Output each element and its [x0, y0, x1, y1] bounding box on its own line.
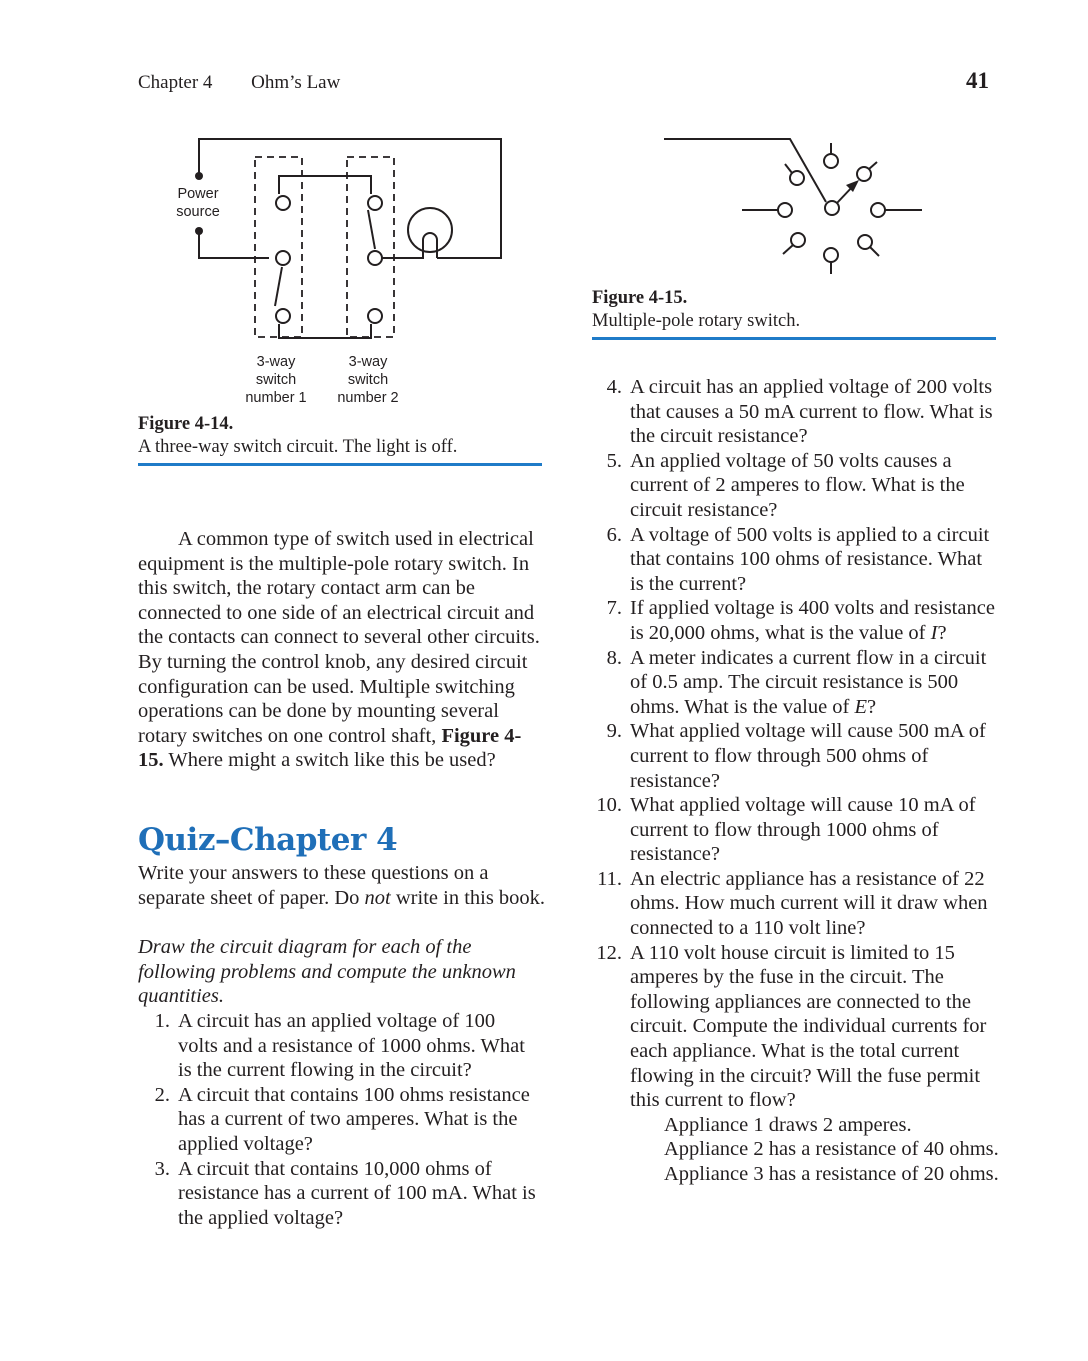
switch2-label-line3: number 2 [337, 390, 399, 406]
switch1-label-line1: 3-way [256, 354, 296, 370]
quiz-questions-left [138, 1009, 538, 1230]
quiz-intro-text: Write your answers to these questions on a separate sheet of paper. Do [138, 862, 489, 909]
wire-power-to-switch1 [199, 231, 269, 258]
question-text-end: ? [937, 621, 947, 644]
question-text: A meter indicates a current flow in a circuit of 0.5 amp. The circuit resistance is 500 ohms. What is the value of [630, 646, 987, 718]
question-text: A circuit has an applied voltage of 200 volts that causes a 50 mA current to flow. What is the circuit resistance? [630, 376, 993, 448]
question-text-end: ? [867, 695, 877, 718]
switch2-arm [368, 210, 375, 249]
question-text: What applied voltage will cause 500 mA of current to flow through 500 ohms of resistance? [630, 720, 986, 792]
quiz-intro-emphasis: not [364, 886, 391, 909]
question-number: 1. [154, 1010, 170, 1032]
question-text: A circuit that contains 10,000 ohms of resistance has a current of 100 mA. What is the applied voltage? [178, 1157, 536, 1229]
figure-4-15-diagram [650, 128, 940, 283]
switch2-contact-common [368, 251, 382, 265]
question-number: 9. [606, 720, 622, 743]
question-text: A voltage of 500 volts is applied to a circuit that contains 100 ohms of resistance. What is the current? [630, 523, 990, 595]
question-9 [590, 719, 1000, 793]
quiz-intro-text-end: write in this book. [390, 886, 546, 909]
question-3 [138, 1157, 538, 1231]
question-number: 7. [606, 597, 622, 620]
quiz-questions-right [590, 375, 1000, 1187]
page-number: 41 [966, 68, 989, 93]
rotary-contact-sw [791, 233, 805, 247]
question-number: 5. [606, 449, 622, 472]
question-11 [590, 867, 1000, 941]
figure-4-15-caption-text: Multiple-pole rotary switch. [592, 311, 801, 331]
power-terminal-negative [195, 227, 203, 235]
question-number: 11. [597, 867, 622, 890]
figure-4-15-rule [592, 337, 996, 340]
power-label-line2: source [176, 204, 220, 220]
question-12 [590, 941, 1000, 1187]
question-text: An electric appliance has a resistance of 22 ohms. How much current will it draw when connected to a 110 volt line? [630, 867, 988, 940]
power-terminal-positive [195, 172, 203, 180]
question-number: 8. [606, 646, 622, 669]
quiz-intro [138, 861, 548, 910]
switch1-label-line2: switch [255, 372, 297, 388]
rotary-contact-w [778, 203, 792, 217]
question-number: 6. [606, 523, 622, 546]
switch1-arm [275, 267, 282, 306]
question-number: 12. [596, 941, 622, 964]
rotary-pivot [825, 201, 839, 215]
question-variable: I [930, 621, 938, 644]
question-number: 4. [606, 376, 622, 398]
wire-traveler-bottom [279, 324, 371, 338]
figure-4-14-caption [138, 413, 542, 459]
rotary-contact-s [824, 248, 838, 262]
quiz-instructions: Draw the circuit diagram for each of the following problems and compute the unknown quantities. [138, 936, 516, 1008]
running-head-chapter: Chapter 4 [138, 72, 213, 93]
switch1-contact-bottom [276, 309, 290, 323]
figure-reference: Figure 4-15. [138, 724, 522, 772]
wire-traveler-top [279, 176, 371, 194]
question-text: If applied voltage is 400 volts and resistance is 20,000 ohms, what is the value of [630, 597, 995, 644]
switch1-contact-common [276, 251, 290, 265]
figure-4-14-diagram [138, 128, 548, 408]
rotary-input-wire [664, 139, 826, 202]
question-number: 3. [154, 1157, 170, 1180]
question-10 [590, 793, 1000, 867]
switch2-contact-bottom [368, 309, 382, 323]
question-text: A 110 volt house circuit is limited to 15 amperes by the fuse in the circuit. The following appliances are connected to the circuit. Compute the individual currents for each appliance. What is the total current flowing in the circuit? Will the fuse permit this current to flow? [630, 941, 987, 1112]
question-text: A circuit that contains 100 ohms resistance has a current of two amperes. What is the applied voltage? [178, 1083, 530, 1155]
figure-4-14-label: Figure 4-14. [138, 414, 234, 434]
switch1-contact-top [276, 196, 290, 210]
switch2-label-line1: 3-way [348, 354, 388, 370]
running-head-title: Ohm’s Law [251, 72, 341, 93]
switch2-contact-top [368, 196, 382, 210]
question-text: What applied voltage will cause 10 mA of current to flow through 1000 ohms of resistance? [630, 794, 976, 866]
question-7 [590, 596, 1000, 645]
rotary-contact-n [824, 154, 838, 168]
rotary-contact-nw [790, 171, 804, 185]
switch2-label-line2: switch [347, 372, 389, 388]
question-number: 2. [154, 1083, 170, 1106]
question-1 [138, 1009, 538, 1083]
question-text: An applied voltage of 50 volts causes a current of 2 amperes to flow. What is the circuit resistance? [630, 449, 965, 521]
rotary-contact-e [871, 203, 885, 217]
appliance-2: Appliance 2 has a resistance of 40 ohms. [664, 1138, 999, 1161]
appliance-3: Appliance 3 has a resistance of 20 ohms. [664, 1163, 999, 1185]
appliance-1: Appliance 1 draws 2 amperes. [664, 1113, 912, 1136]
paragraph-text-end: Where might a switch like this be used? [163, 749, 496, 772]
figure-4-14-rule [138, 463, 542, 466]
rotary-contact-ne [857, 167, 871, 181]
quiz-heading: Quiz–Chapter 4 [138, 822, 398, 858]
question-4 [590, 375, 1000, 449]
paragraph-text: A common type of switch used in electrical equipment is the multiple-pole rotary switch. In this switch, the rotary contact arm can be connected to one side of an electrical circuit and the contacts can connect to several other circuits. By turning the control knob, any desired circuit configuration can be used. Multiple switching operations can be done by mounting several rotary switches on one control shaft, [138, 528, 540, 747]
switch1-label-line3: number 1 [245, 390, 307, 406]
question-number: 10. [596, 794, 622, 817]
power-label-line1: Power [177, 186, 219, 202]
question-2 [138, 1083, 538, 1157]
running-head [138, 72, 340, 94]
question-text: A circuit has an applied voltage of 100 volts and a resistance of 1000 ohms. What is the current flowing in the circuit? [178, 1010, 525, 1082]
figure-4-15-caption [592, 287, 996, 333]
figure-4-14-caption-text: A three-way switch circuit. The light is off. [138, 437, 458, 457]
rotary-contact-se [858, 235, 872, 249]
question-8 [590, 646, 1000, 720]
question-variable: E [854, 695, 868, 718]
body-paragraph [138, 527, 546, 773]
lamp-icon [408, 208, 452, 252]
question-6 [590, 523, 1000, 597]
figure-4-15-label: Figure 4-15. [592, 288, 688, 308]
question-5 [590, 449, 1000, 523]
